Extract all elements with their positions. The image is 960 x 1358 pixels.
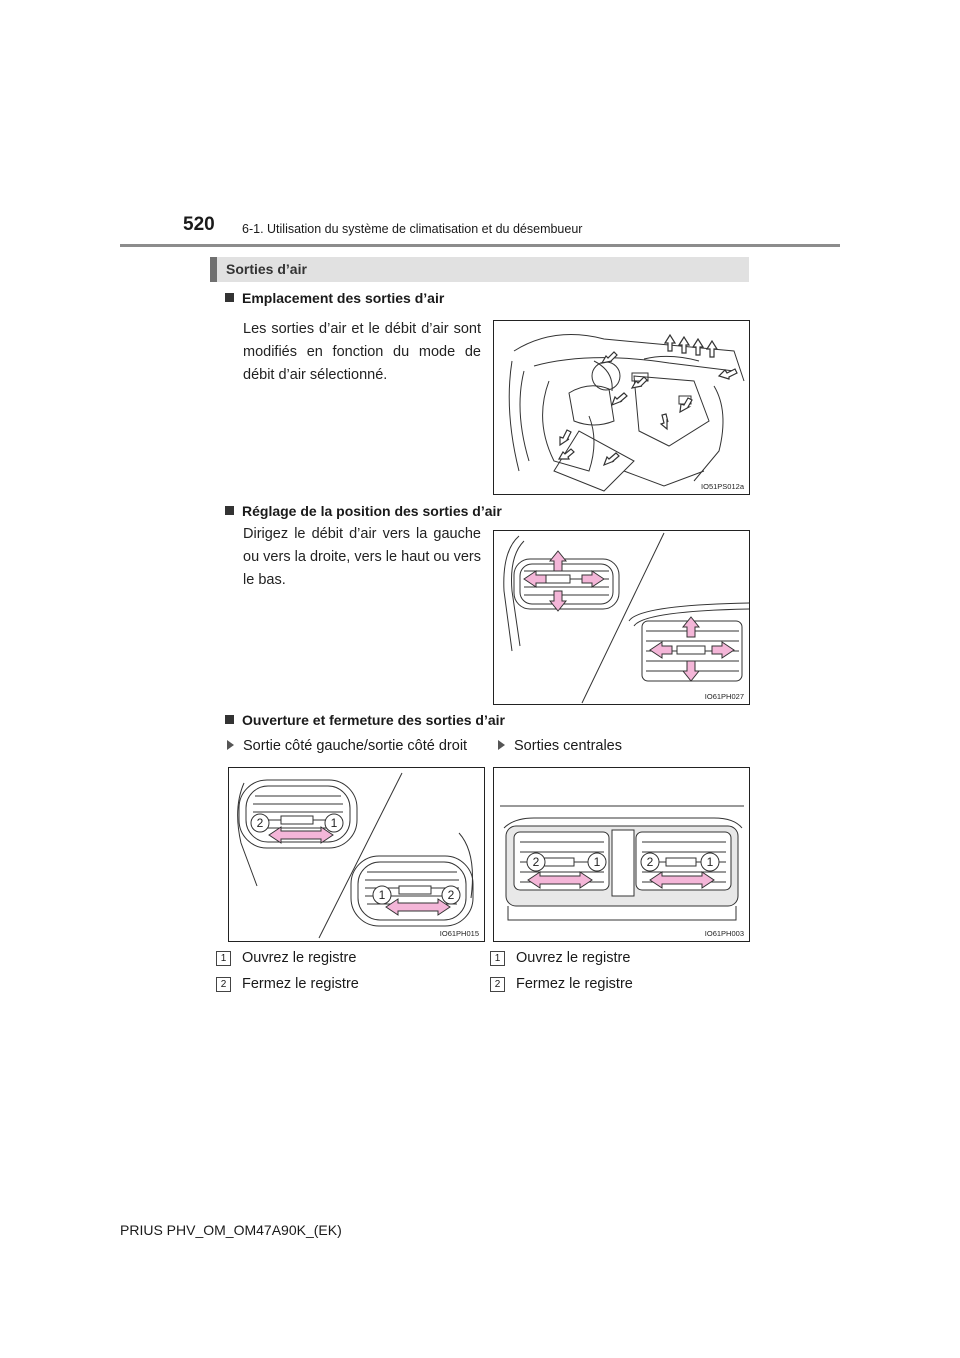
- svg-text:1: 1: [378, 888, 386, 902]
- legend-text-open: Ouvrez le registre: [516, 950, 631, 966]
- figure-side-outlet-damper: [228, 767, 485, 942]
- location-text: Les sorties d’air et le débit d’air sont modifiés en fonction du mode de débit d’air sélectionné.: [243, 321, 481, 383]
- subheading-adjust: [225, 503, 502, 519]
- svg-text:2: 2: [532, 855, 540, 869]
- caption-side-outlets: [227, 738, 467, 754]
- legend-number-2: 2: [490, 977, 505, 992]
- center-vent-damper-illustration: [494, 768, 750, 942]
- vent-adjustment-illustration: [494, 531, 750, 705]
- section-header: [210, 257, 749, 282]
- car-interior-illustration: [494, 321, 750, 495]
- caption-side-outlets-text: Sortie côté gauche/sortie côté droit: [243, 738, 468, 754]
- figure-code: IO51PS012a: [701, 482, 744, 491]
- square-bullet-icon: [225, 506, 234, 515]
- svg-text:2: 2: [256, 816, 264, 830]
- subheading-adjust-text: Réglage de la position des sorties d’air: [242, 503, 502, 519]
- caption-center-outlets-text: Sorties centrales: [514, 738, 622, 754]
- legend-text-close: Fermez le registre: [516, 976, 633, 992]
- figure-code: IO61PH015: [439, 929, 479, 938]
- triangle-bullet-icon: [498, 740, 505, 750]
- subheading-location: [225, 290, 444, 306]
- figure-air-outlet-locations: [493, 320, 750, 495]
- svg-text:1: 1: [706, 855, 714, 869]
- figure-code: IO61PH027: [704, 692, 744, 701]
- svg-text:1: 1: [593, 855, 601, 869]
- triangle-bullet-icon: [227, 740, 234, 750]
- page-number: 520: [183, 214, 215, 235]
- legend-number-2: 2: [216, 977, 231, 992]
- legend-number-1: 1: [216, 951, 231, 966]
- footer-document-code: PRIUS PHV_OM_OM47A90K_(EK): [120, 1222, 342, 1238]
- chapter-title: 6-1. Utilisation du système de climatisation et du désembueur: [242, 222, 583, 236]
- adjust-text: Dirigez le débit d’air vers la gauche ou vers la droite, vers le haut ou vers le bas.: [243, 526, 481, 588]
- section-title: Sorties d’air: [226, 261, 307, 277]
- subheading-open-close-text: Ouverture et fermeture des sorties d’air: [242, 712, 505, 728]
- square-bullet-icon: [225, 715, 234, 724]
- svg-text:2: 2: [646, 855, 654, 869]
- caption-center-outlets: [498, 738, 622, 754]
- figure-center-outlet-damper: [493, 767, 750, 942]
- header-divider: [120, 244, 840, 247]
- square-bullet-icon: [225, 293, 234, 302]
- side-vent-damper-illustration: [229, 768, 485, 942]
- legend-text-close: Fermez le registre: [242, 976, 359, 992]
- legend-number-1: 1: [490, 951, 505, 966]
- figure-outlet-adjustment: [493, 530, 750, 705]
- subheading-location-text: Emplacement des sorties d’air: [242, 290, 445, 306]
- subheading-open-close: [225, 712, 505, 728]
- legend-text-open: Ouvrez le registre: [242, 950, 357, 966]
- svg-text:2: 2: [447, 888, 455, 902]
- svg-text:1: 1: [330, 816, 338, 830]
- figure-code: IO61PH003: [704, 929, 744, 938]
